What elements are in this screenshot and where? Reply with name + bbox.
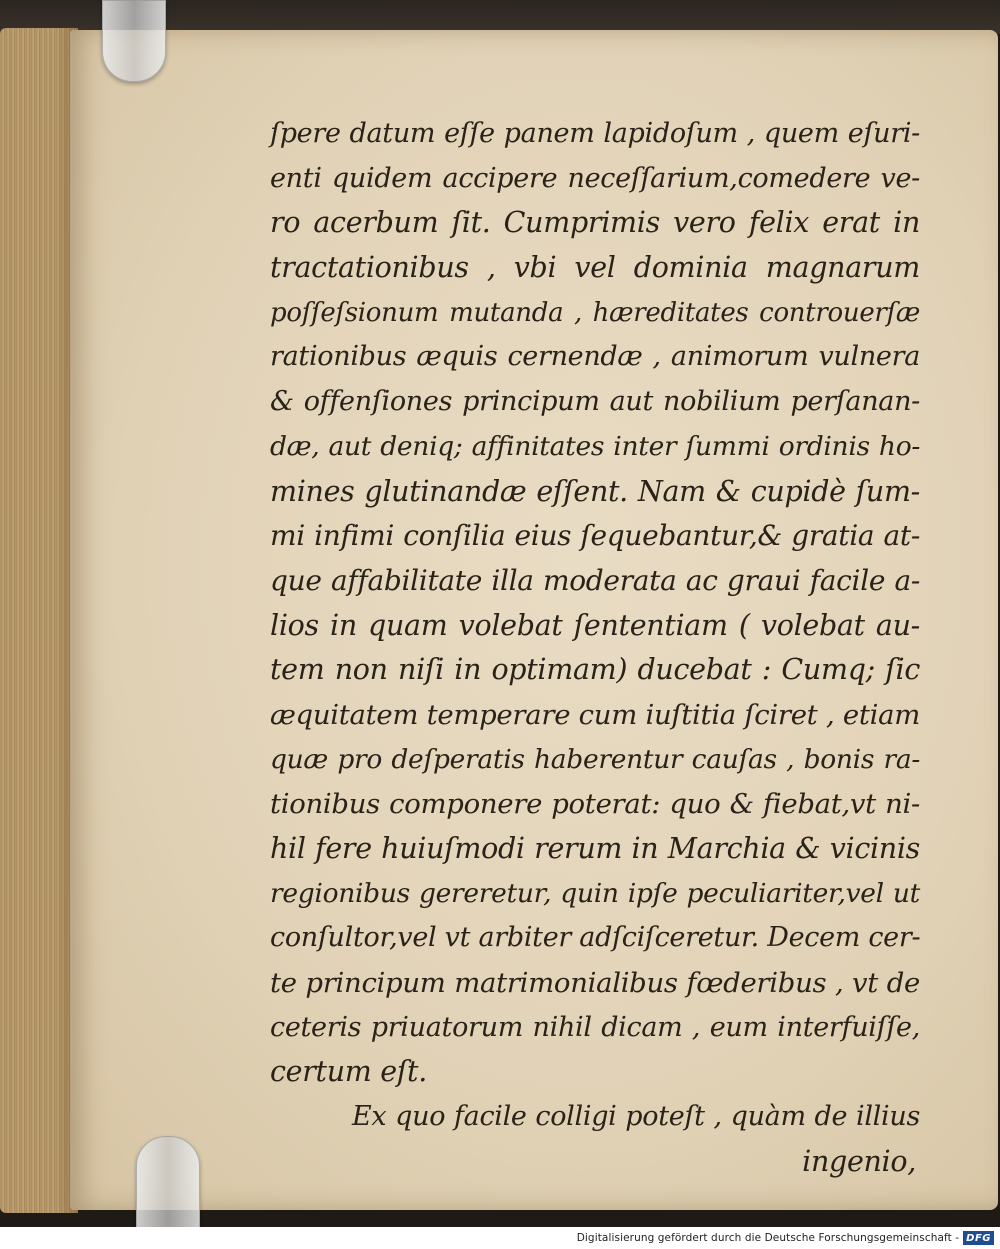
catchword: ingenio, bbox=[802, 1144, 916, 1178]
text-line: ro acerbum ſit. Cumprimis vero felix erat in bbox=[270, 206, 920, 240]
text-line: & offenſiones principum aut nobilium perſanan- bbox=[270, 386, 920, 418]
dfg-logo-icon[interactable]: DFG bbox=[963, 1231, 994, 1245]
text-line: ceteris priuatorum nihil dicam , eum interfuiſſe, bbox=[270, 1011, 920, 1043]
text-line: tractationibus , vbi vel dominia magnarum bbox=[270, 251, 920, 285]
text-line: ſpere datum eſſe panem lapidoſum , quem eſuri- bbox=[270, 118, 920, 149]
text-line: rationibus æquis cernendæ , animorum vulnera bbox=[270, 341, 920, 373]
text-line: hil fere huiuſmodi rerum in Marchia & vicinis bbox=[270, 832, 920, 865]
text-line: certum eſt. bbox=[270, 1055, 427, 1089]
digitization-footer bbox=[0, 1227, 1000, 1249]
text-line: que affabilitate illa moderata ac graui facile a- bbox=[270, 563, 920, 597]
text-line: dæ, aut deniq; affinitates inter ſummi ordinis ho- bbox=[270, 430, 920, 462]
text-line: quæ pro deſperatis haberentur cauſas , bonis ra- bbox=[270, 743, 920, 775]
text-line: æquitatem temperare cum iuſtitia ſciret , etiam bbox=[270, 698, 920, 731]
top-page-clip bbox=[102, 0, 166, 82]
text-line: tionibus componere poterat: quo & fiebat,vt ni- bbox=[270, 788, 920, 821]
text-line: regionibus gereretur, quin ipſe peculiariter,vel ut bbox=[270, 877, 920, 909]
funding-credit: Digitalisierung gefördert durch die Deutsche Forschungsgemeinschaft - bbox=[576, 1232, 960, 1244]
paragraph-start-line: Ex quo facile colligi poteſt , quàm de illius bbox=[352, 1101, 920, 1133]
latin-text-block bbox=[270, 112, 920, 1185]
text-line: poſſeſsionum mutanda , hæreditates controuerſæ bbox=[270, 297, 920, 328]
text-line: conſultor,vel vt arbiter adſciſceretur. Decem cer- bbox=[270, 922, 921, 954]
text-line: tem non niſi in optimam) ducebat : Cumq; ſic bbox=[270, 653, 920, 687]
text-line: enti quidem accipere neceſſarium,comedere ve- bbox=[270, 162, 920, 194]
text-line: mi infimi conſilia eius ſequebantur,& gratia at- bbox=[270, 519, 920, 553]
text-line: mines glutinandæ eſſent. Nam & cupidè ſum- bbox=[270, 474, 920, 508]
bottom-page-clip bbox=[136, 1136, 200, 1227]
page-edges-stack bbox=[0, 28, 78, 1213]
text-line: te principum matrimonialibus fœderibus , vt de bbox=[270, 967, 920, 1000]
text-line: lios in quam volebat ſententiam ( volebat au- bbox=[270, 608, 920, 642]
